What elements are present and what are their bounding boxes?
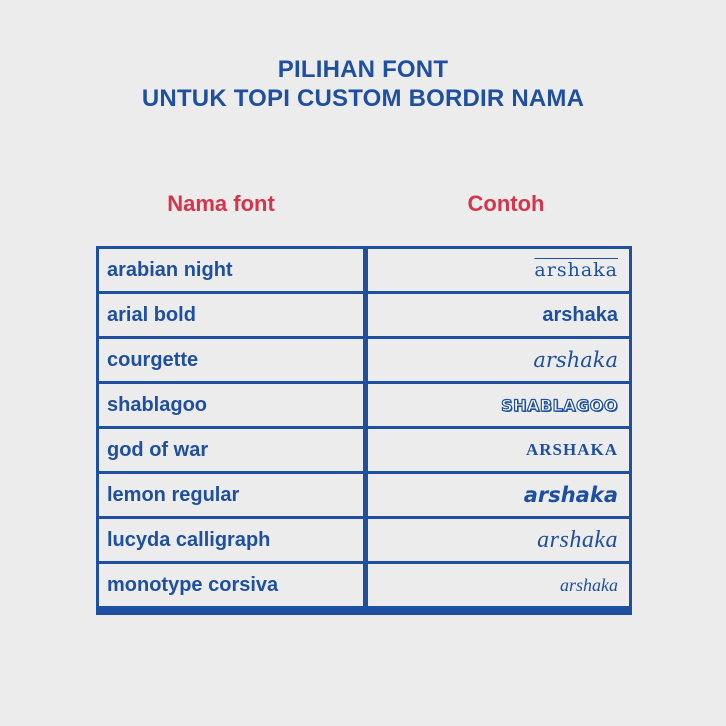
font-sample-cell [368,384,629,426]
font-sample-god-of-war: ARSHAKA [525,440,618,459]
font-sample-cell [368,339,629,381]
column-header-sample: Contoh [467,191,545,216]
table-row [99,519,629,561]
table-row [99,294,629,336]
font-sample-lemon-regular: arshaka [523,483,618,507]
font-sample-arial-bold: arshaka [542,303,618,326]
font-sample-monotype-corsiva: arshaka [560,574,618,595]
font-sample-cell [368,519,629,561]
table-row [99,564,629,606]
font-name-cell: courgette [99,339,363,381]
column-header-font-name: Nama font [167,191,275,216]
page-title-line-2: UNTUK TOPI CUSTOM BORDIR NAMA [141,85,585,112]
table-row [99,249,629,291]
table-row [99,429,629,471]
font-sample-cell [368,564,629,606]
font-name-cell: god of war [99,429,363,471]
font-name-cell: arabian night [99,249,363,291]
table-row [99,339,629,381]
font-name-cell: shablagoo [99,384,363,426]
table-row [99,384,629,426]
font-sample-arabian-night: arshaka [534,259,618,281]
font-sample-cell [368,474,629,516]
table-row [99,474,629,516]
font-name-cell: lucyda calligraph [99,519,363,561]
font-sample-cell [368,429,629,471]
font-sample-cell [368,294,629,336]
font-sample-cell [368,249,629,291]
font-sample-lucyda-calligraph: arshaka [537,526,618,553]
font-table [96,246,632,615]
font-name-cell: monotype corsiva [99,564,363,606]
page-title-line-1: PILIHAN FONT [277,56,449,83]
font-name-cell: arial bold [99,294,363,336]
font-sample-courgette: arshaka [533,348,618,372]
font-name-cell: lemon regular [99,474,363,516]
font-sample-shablagoo: SHABLAGOO [501,395,618,415]
